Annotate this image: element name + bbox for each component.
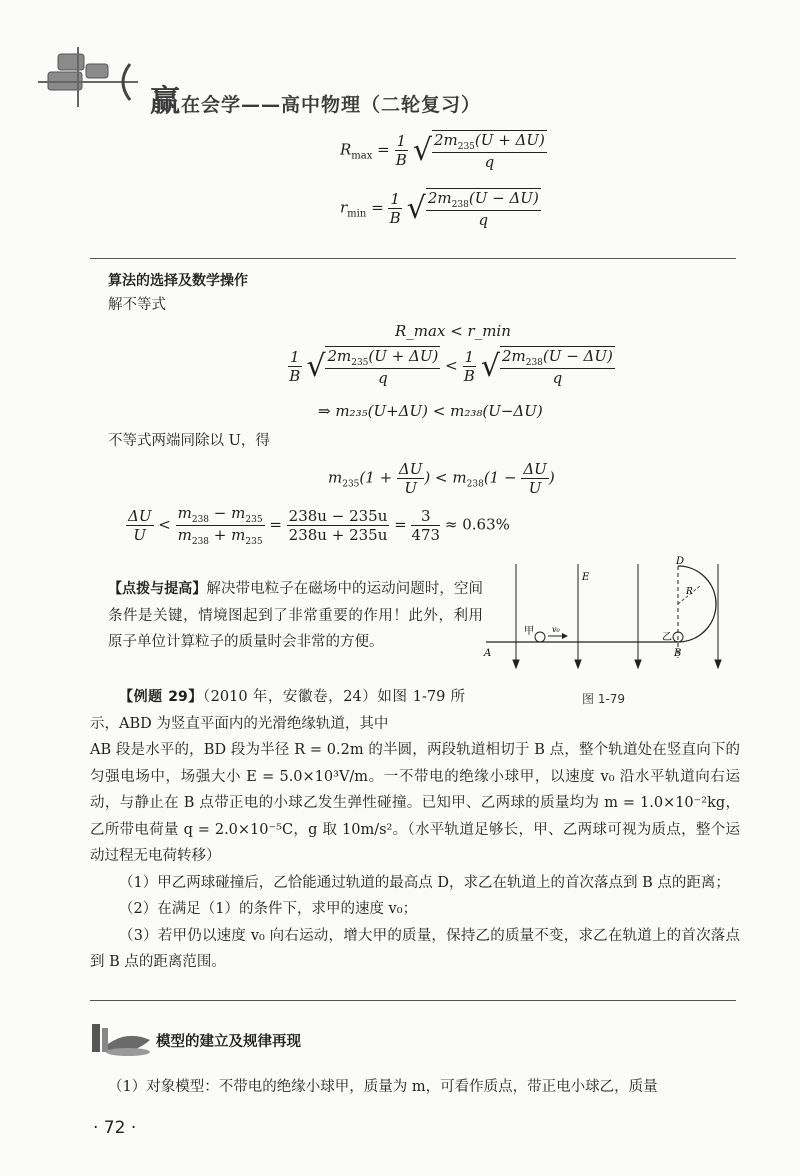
model-section-icon (88, 1022, 154, 1058)
header-title-big: 赢 (150, 84, 181, 119)
example-question-2: （2）在满足（1）的条件下，求甲的速度 v₀； (119, 901, 418, 917)
figure-1-79 (478, 556, 738, 676)
divider-top (90, 258, 736, 259)
model-section-heading: 模型的建立及规律再现 (156, 1034, 301, 1050)
example-source: （2010 年，安徽卷，24）如图 1-79 所示， (90, 689, 465, 732)
fig-label-d: D (676, 556, 685, 567)
tips-paragraph (108, 576, 483, 656)
example-body (90, 737, 740, 976)
page-number: · 72 · (93, 1118, 137, 1138)
fig-label-yi: 乙 (662, 632, 672, 643)
example-head (90, 684, 465, 737)
example-body-1: ABD 为竖直平面内的光滑绝缘轨道，其中 (119, 715, 389, 732)
divide-text: 不等式两端同除以 U，得 (108, 433, 270, 449)
fig-label-a: A (484, 648, 492, 659)
formula-rmin: $r_{min}$ = $\frac{1}{B}$ √ $\frac{2m_{238}(U - \Delta U)}{q}$ (340, 189, 539, 229)
fig-label-b: B (674, 648, 682, 659)
header-title (150, 76, 481, 120)
example-body-2: AB 段是水平的，BD 段为半径 R = 0.2m 的半圆，两段轨道相切于 B 点，整个轨道处在竖直向下的匀强电场中，场强大小 E = 5.0×10³V/m。一不带电的绝缘小球甲，以速度 v₀ 沿水平轨道向右运动，与静止在 B 点带正电的小球乙发生弹性碰撞。已知甲、乙两球的质量均为 m = 1.0×10⁻²kg，乙所带电荷量 q = 2.0×10⁻⁵C，g 取 10m/s²。（水平轨道足够长，甲、乙两球可视为质点，整个运动过程无电荷转移） (90, 742, 740, 864)
ineq-line-4: $m_{235}(1$ + $\frac{\Delta U}{U}$ ) < $m_{238}(1$ − $\frac{\Delta U}{U}$ ) (328, 460, 555, 497)
figure-caption: 图 1-79 (582, 692, 626, 706)
section-heading-algo: 算法的选择及数学操作 (108, 273, 248, 289)
result-value: ≈ 0.63% (444, 515, 510, 534)
fig-label-e: E (582, 572, 590, 583)
fig-label-v0: v₀ (552, 625, 560, 634)
divider-bottom (90, 1000, 736, 1001)
example-question-3: （3）若甲仍以速度 v₀ 向右运动，增大甲的质量，保持乙的质量不变，求乙在轨道上的首次落点到 B 点的距离范围。 (90, 927, 740, 970)
result-line: $\frac{\Delta U}{U}$ < $\frac{m_{238} - m_{235}}{m_{238} + m_{235}}$ = $\frac{238u - 235u}{238u + 235u}$ = $\frac{3}{473}$ ≈ 0.63% (128, 504, 510, 547)
formula-rmax: $R_{max}$ = $\frac{1}{B}$ √ $\frac{2m_{235}(U + \Delta U)}{q}$ (340, 131, 545, 171)
ineq-line-2: $\frac{1}{B}$ √ $\frac{2m_{235}(U + \Delta U)}{q}$ < $\frac{1}{B}$ √ $\frac{2m_{238}(U - \Delta U)}{q}$ (289, 347, 613, 387)
fig-label-r: R (686, 587, 693, 597)
header-title-rest: 在会学——高中物理（二轮复习） (181, 94, 482, 116)
example-question-1: （1）甲乙两球碰撞后，乙恰能通过轨道的最高点 D，求乙在轨道上的首次落点到 B 点的距离； (119, 874, 730, 891)
header-logo-icon (38, 42, 148, 112)
tips-label: 【点拨与提高】 (108, 581, 207, 597)
ineq-line-1: R_max < r_min (395, 322, 511, 340)
solve-text: 解不等式 (108, 297, 166, 313)
example-label: 【例题 29】 (119, 689, 203, 705)
model-section-text: （1）对象模型：不带电的绝缘小球甲，质量为 m，可看作质点，带正电小球乙，质量 (108, 1079, 658, 1095)
ineq-line-3: ⇒ m₂₃₅(U+ΔU) < m₂₃₈(U−ΔU) (318, 402, 543, 420)
fig-label-jia: 甲 (524, 626, 534, 637)
tips-text: 解决带电粒子在磁场中的运动问题时，空间条件是关键，情境图起到了非常重要的作用！此外，利用原子单位计算粒子的质量时会非常的方便。 (108, 581, 484, 650)
